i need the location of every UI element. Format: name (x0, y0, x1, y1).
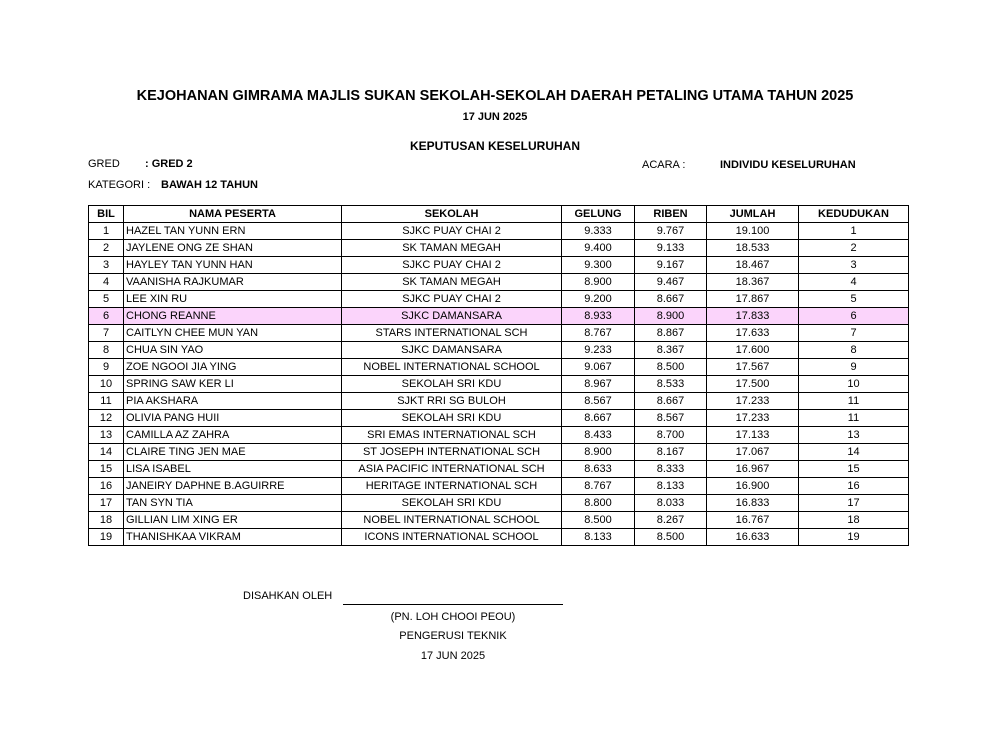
table-row (89, 529, 909, 546)
cell-nama: SPRING SAW KER LI (124, 376, 342, 393)
gred-value: : GRED 2 (145, 158, 193, 170)
cell-jumlah: 17.867 (707, 291, 799, 308)
cell-riben: 8.133 (635, 478, 707, 495)
table-row (89, 495, 909, 512)
cell-sekolah: SJKC PUAY CHAI 2 (342, 223, 562, 240)
cell-sekolah: HERITAGE INTERNATIONAL SCH (342, 478, 562, 495)
cell-kedudukan: 13 (799, 427, 909, 444)
cell-riben: 8.667 (635, 291, 707, 308)
cell-nama: CHONG REANNE (124, 308, 342, 325)
cell-sekolah: NOBEL INTERNATIONAL SCHOOL (342, 359, 562, 376)
cell-bil: 18 (89, 512, 124, 529)
cell-nama: HAZEL TAN YUNN ERN (124, 223, 342, 240)
cell-nama: JANEIRY DAPHNE B.AGUIRRE (124, 478, 342, 495)
cell-gelung: 9.200 (562, 291, 635, 308)
cell-gelung: 9.233 (562, 342, 635, 359)
cell-nama: CHUA SIN YAO (124, 342, 342, 359)
cell-riben: 8.500 (635, 529, 707, 546)
cell-gelung: 8.800 (562, 495, 635, 512)
cell-gelung: 8.900 (562, 444, 635, 461)
header-riben: RIBEN (635, 206, 707, 223)
cell-gelung: 8.767 (562, 478, 635, 495)
table-row (89, 308, 909, 325)
cell-nama: CAITLYN CHEE MUN YAN (124, 325, 342, 342)
table-row (89, 223, 909, 240)
cell-riben: 8.867 (635, 325, 707, 342)
cell-jumlah: 16.967 (707, 461, 799, 478)
cell-kedudukan: 11 (799, 393, 909, 410)
report-date: 17 JUN 2025 (462, 111, 528, 123)
cell-sekolah: SJKT RRI SG BULOH (342, 393, 562, 410)
cell-riben: 9.167 (635, 257, 707, 274)
cell-riben: 9.467 (635, 274, 707, 291)
cell-riben: 9.133 (635, 240, 707, 257)
cell-jumlah: 17.500 (707, 376, 799, 393)
cell-sekolah: SEKOLAH SRI KDU (342, 376, 562, 393)
kategori-label: KATEGORI : (88, 179, 151, 191)
cell-sekolah: SJKC PUAY CHAI 2 (342, 291, 562, 308)
table-row (89, 359, 909, 376)
cell-jumlah: 17.067 (707, 444, 799, 461)
cell-bil: 19 (89, 529, 124, 546)
cell-jumlah: 18.367 (707, 274, 799, 291)
cell-kedudukan: 3 (799, 257, 909, 274)
cell-riben: 8.533 (635, 376, 707, 393)
cell-nama: PIA AKSHARA (124, 393, 342, 410)
acara-value: INDIVIDU KESELURUHAN (720, 159, 856, 171)
cell-riben: 8.033 (635, 495, 707, 512)
cell-nama: CAMILLA AZ ZAHRA (124, 427, 342, 444)
cell-nama: VAANISHA RAJKUMAR (124, 274, 342, 291)
cell-nama: ZOE NGOOI JIA YING (124, 359, 342, 376)
cell-bil: 3 (89, 257, 124, 274)
cell-gelung: 9.067 (562, 359, 635, 376)
cell-sekolah: SRI EMAS INTERNATIONAL SCH (342, 427, 562, 444)
cell-kedudukan: 1 (799, 223, 909, 240)
cell-jumlah: 17.233 (707, 393, 799, 410)
table-row (89, 427, 909, 444)
cell-jumlah: 17.833 (707, 308, 799, 325)
cell-riben: 8.900 (635, 308, 707, 325)
results-body (89, 223, 909, 546)
cell-sekolah: ST JOSEPH INTERNATIONAL SCH (342, 444, 562, 461)
header-bil: BIL (89, 206, 124, 223)
cell-bil: 1 (89, 223, 124, 240)
cell-kedudukan: 17 (799, 495, 909, 512)
cell-kedudukan: 11 (799, 410, 909, 427)
cell-sekolah: SK TAMAN MEGAH (342, 274, 562, 291)
cell-gelung: 8.133 (562, 529, 635, 546)
cell-jumlah: 16.900 (707, 478, 799, 495)
cell-riben: 9.767 (635, 223, 707, 240)
cell-riben: 8.367 (635, 342, 707, 359)
cell-nama: HAYLEY TAN YUNN HAN (124, 257, 342, 274)
cell-riben: 8.700 (635, 427, 707, 444)
cell-kedudukan: 4 (799, 274, 909, 291)
cell-nama: LISA ISABEL (124, 461, 342, 478)
results-table (88, 205, 909, 546)
cell-kedudukan: 9 (799, 359, 909, 376)
cell-riben: 8.667 (635, 393, 707, 410)
header-gelung: GELUNG (562, 206, 635, 223)
cell-jumlah: 17.233 (707, 410, 799, 427)
header-row (89, 206, 909, 223)
signatory-position: PENGERUSI TEKNIK (399, 630, 507, 642)
table-row (89, 376, 909, 393)
header-sekolah: SEKOLAH (342, 206, 562, 223)
cell-jumlah: 17.133 (707, 427, 799, 444)
table-row (89, 240, 909, 257)
cell-nama: OLIVIA PANG HUII (124, 410, 342, 427)
cell-bil: 13 (89, 427, 124, 444)
table-row (89, 461, 909, 478)
signature-line (343, 604, 563, 605)
cell-bil: 6 (89, 308, 124, 325)
cell-riben: 8.333 (635, 461, 707, 478)
header-jumlah: JUMLAH (707, 206, 799, 223)
table-row (89, 291, 909, 308)
cell-bil: 14 (89, 444, 124, 461)
cell-gelung: 8.933 (562, 308, 635, 325)
report-subtitle: KEPUTUSAN KESELURUHAN (409, 139, 580, 153)
cell-jumlah: 18.467 (707, 257, 799, 274)
cell-sekolah: ICONS INTERNATIONAL SCHOOL (342, 529, 562, 546)
table-row (89, 393, 909, 410)
signature-date: 17 JUN 2025 (420, 650, 486, 662)
cell-riben: 8.567 (635, 410, 707, 427)
cell-riben: 8.267 (635, 512, 707, 529)
cell-sekolah: SJKC PUAY CHAI 2 (342, 257, 562, 274)
cell-riben: 8.500 (635, 359, 707, 376)
table-row (89, 257, 909, 274)
cell-kedudukan: 6 (799, 308, 909, 325)
header-nama-peserta: NAMA PESERTA (124, 206, 342, 223)
acara-label: ACARA : (642, 159, 686, 171)
cell-sekolah: SEKOLAH SRI KDU (342, 495, 562, 512)
table-row (89, 342, 909, 359)
table-row (89, 410, 909, 427)
cell-bil: 8 (89, 342, 124, 359)
cell-jumlah: 17.600 (707, 342, 799, 359)
cell-nama: CLAIRE TING JEN MAE (124, 444, 342, 461)
cell-bil: 5 (89, 291, 124, 308)
cell-jumlah: 16.767 (707, 512, 799, 529)
cell-riben: 8.167 (635, 444, 707, 461)
cell-bil: 16 (89, 478, 124, 495)
cell-nama: GILLIAN LIM XING ER (124, 512, 342, 529)
cell-jumlah: 17.567 (707, 359, 799, 376)
report-title: KEJOHANAN GIMRAMA MAJLIS SUKAN SEKOLAH-SEKOLAH DAERAH PETALING UTAMA TAHUN 2025 (136, 88, 854, 104)
cell-bil: 7 (89, 325, 124, 342)
cell-kedudukan: 10 (799, 376, 909, 393)
cell-sekolah: STARS INTERNATIONAL SCH (342, 325, 562, 342)
cell-kedudukan: 14 (799, 444, 909, 461)
cell-nama: LEE XIN RU (124, 291, 342, 308)
cell-jumlah: 17.633 (707, 325, 799, 342)
cell-kedudukan: 19 (799, 529, 909, 546)
cell-sekolah: SJKC DAMANSARA (342, 342, 562, 359)
cell-bil: 17 (89, 495, 124, 512)
cell-sekolah: SK TAMAN MEGAH (342, 240, 562, 257)
cell-gelung: 8.767 (562, 325, 635, 342)
cell-gelung: 8.567 (562, 393, 635, 410)
cell-jumlah: 18.533 (707, 240, 799, 257)
gred-label: GRED (88, 158, 120, 170)
cell-gelung: 9.333 (562, 223, 635, 240)
cell-sekolah: NOBEL INTERNATIONAL SCHOOL (342, 512, 562, 529)
cell-bil: 12 (89, 410, 124, 427)
cell-jumlah: 16.633 (707, 529, 799, 546)
cell-bil: 4 (89, 274, 124, 291)
cell-kedudukan: 16 (799, 478, 909, 495)
cell-nama: THANISHKAA VIKRAM (124, 529, 342, 546)
approval-label: DISAHKAN OLEH (243, 590, 333, 602)
cell-jumlah: 16.833 (707, 495, 799, 512)
cell-kedudukan: 5 (799, 291, 909, 308)
cell-gelung: 9.300 (562, 257, 635, 274)
cell-kedudukan: 2 (799, 240, 909, 257)
table-row (89, 478, 909, 495)
table-row (89, 444, 909, 461)
kategori-value: BAWAH 12 TAHUN (161, 179, 258, 191)
cell-kedudukan: 15 (799, 461, 909, 478)
header-kedudukan: KEDUDUKAN (799, 206, 909, 223)
cell-kedudukan: 8 (799, 342, 909, 359)
cell-gelung: 8.900 (562, 274, 635, 291)
table-row (89, 325, 909, 342)
cell-sekolah: SEKOLAH SRI KDU (342, 410, 562, 427)
table-row (89, 512, 909, 529)
cell-nama: TAN SYN TIA (124, 495, 342, 512)
cell-gelung: 8.633 (562, 461, 635, 478)
cell-bil: 15 (89, 461, 124, 478)
cell-bil: 11 (89, 393, 124, 410)
cell-sekolah: SJKC DAMANSARA (342, 308, 562, 325)
cell-gelung: 8.500 (562, 512, 635, 529)
cell-jumlah: 19.100 (707, 223, 799, 240)
cell-sekolah: ASIA PACIFIC INTERNATIONAL SCH (342, 461, 562, 478)
cell-bil: 9 (89, 359, 124, 376)
cell-gelung: 8.967 (562, 376, 635, 393)
cell-gelung: 9.400 (562, 240, 635, 257)
cell-nama: JAYLENE ONG ZE SHAN (124, 240, 342, 257)
table-row (89, 274, 909, 291)
cell-gelung: 8.433 (562, 427, 635, 444)
signatory-name: (PN. LOH CHOOI PEOU) (390, 611, 516, 623)
cell-bil: 10 (89, 376, 124, 393)
cell-kedudukan: 18 (799, 512, 909, 529)
cell-bil: 2 (89, 240, 124, 257)
cell-gelung: 8.667 (562, 410, 635, 427)
cell-kedudukan: 7 (799, 325, 909, 342)
